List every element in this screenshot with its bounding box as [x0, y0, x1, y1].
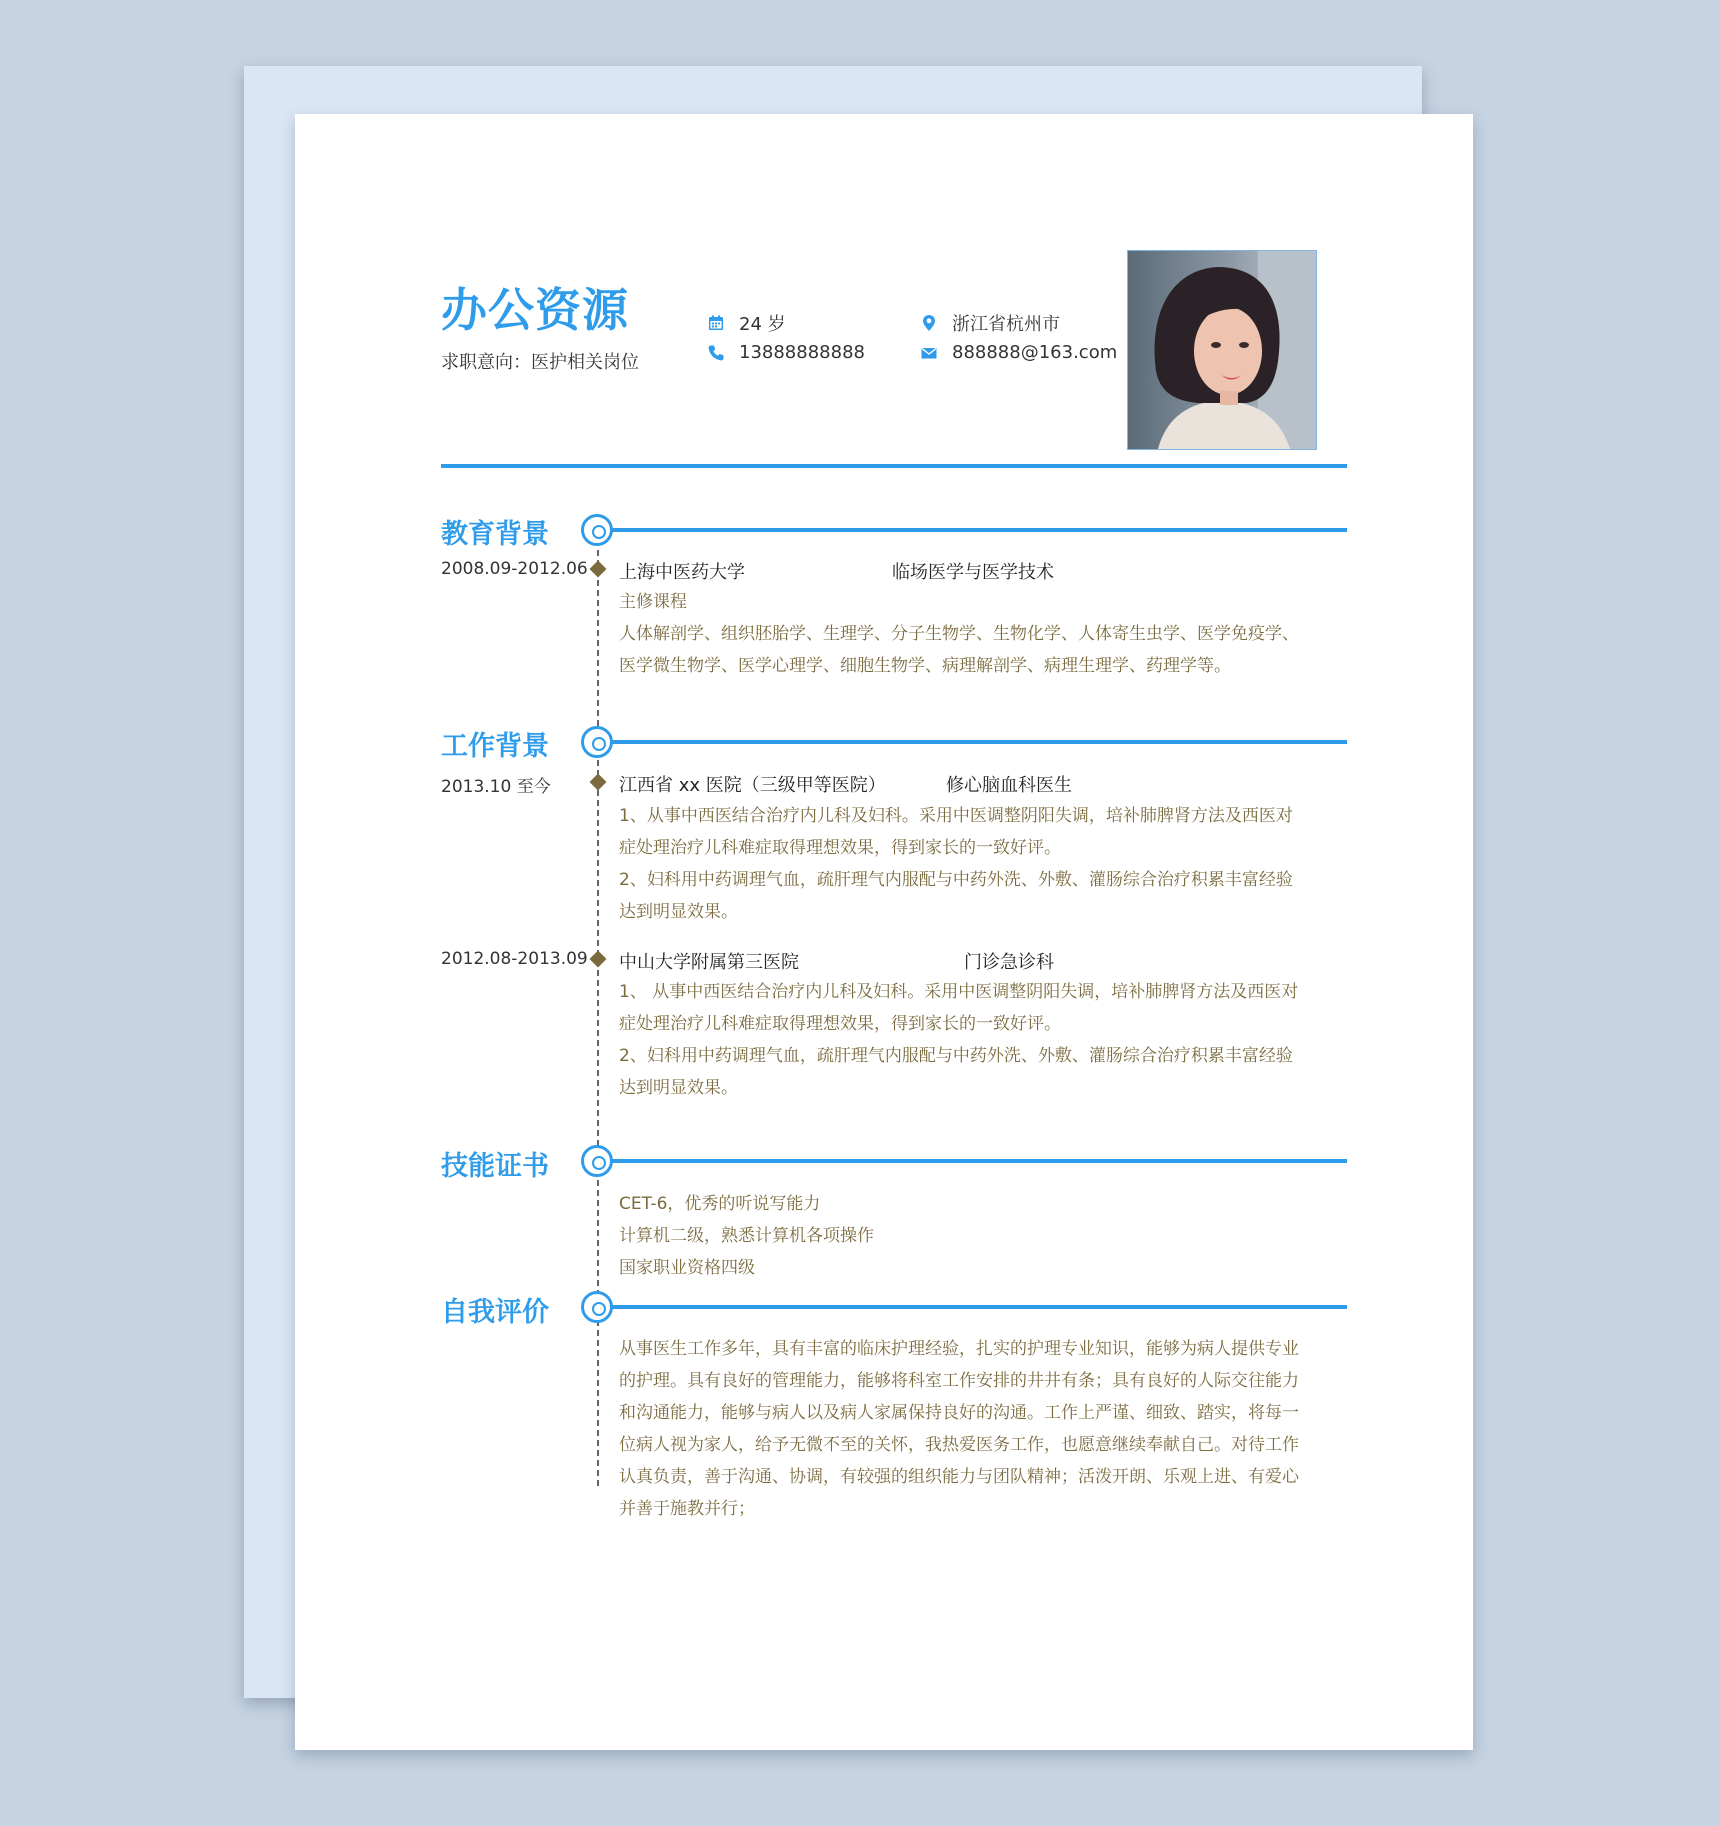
mail-icon	[920, 344, 938, 362]
section-rule-skills	[597, 1159, 1347, 1163]
timeline-dashed-line	[597, 550, 599, 1486]
resume-page	[295, 114, 1473, 1750]
work-line: 达到明显效果。	[619, 902, 738, 922]
candidate-name: 办公资源	[441, 283, 629, 337]
skill-item: CET-6，优秀的听说写能力	[619, 1194, 821, 1214]
timeline-diamond-icon	[590, 561, 607, 578]
timeline-diamond-icon	[590, 951, 607, 968]
section-node-icon	[581, 726, 613, 758]
section-rule-work	[597, 740, 1347, 744]
calendar-icon	[707, 314, 725, 332]
self-eval-line: 位病人视为家人，给予无微不至的关怀，我热爱医务工作，也愿意继续奉献自己。对待工作	[619, 1435, 1299, 1455]
education-major: 临场医学与医学技术	[892, 562, 1054, 583]
section-node-icon	[581, 514, 613, 546]
self-eval-text	[619, 1333, 1299, 1525]
work-line: 2、妇科用中药调理气血，疏肝理气内服配与中药外洗、外敷、灌肠综合治疗积累丰富经验	[619, 870, 1293, 890]
section-rule-self-eval	[597, 1305, 1347, 1309]
section-node-icon	[581, 1291, 613, 1323]
header-divider	[441, 464, 1347, 468]
skills-list	[619, 1188, 874, 1284]
self-eval-line: 和沟通能力，能够与病人以及病人家属保持良好的沟通。工作上严谨、细致、踏实，将每一	[619, 1403, 1299, 1423]
self-eval-line: 并善于施教并行；	[619, 1499, 755, 1519]
work-line: 2、妇科用中药调理气血，疏肝理气内服配与中药外洗、外敷、灌肠综合治疗积累丰富经验	[619, 1046, 1293, 1066]
age-info	[707, 310, 786, 336]
education-details	[619, 586, 1299, 682]
location-info	[920, 310, 1060, 336]
self-eval-line: 从事医生工作多年，具有丰富的临床护理经验，扎实的护理专业知识，能够为病人提供专业	[619, 1339, 1299, 1359]
education-date: 2008.09-2012.06	[441, 559, 588, 579]
work-role: 门诊急诊科	[964, 952, 1054, 973]
education-line: 人体解剖学、组织胚胎学、生理学、分子生物学、生物化学、人体寄生虫学、医学免疫学、	[619, 624, 1299, 644]
job-intent-label: 求职意向：	[441, 352, 531, 373]
work-details	[619, 800, 1293, 928]
location-pin-icon	[920, 314, 938, 332]
education-line: 主修课程	[619, 592, 687, 612]
work-line: 症处理治疗儿科难症取得理想效果，得到家长的一致好评。	[619, 1014, 1061, 1034]
phone-value: 13888888888	[739, 342, 865, 363]
work-details	[619, 976, 1298, 1104]
work-line: 1、 从事中西医结合治疗内儿科及妇科。采用中医调整阴阳失调，培补肺脾肾方法及西医对	[619, 982, 1299, 1002]
profile-photo	[1127, 250, 1317, 450]
timeline-diamond-icon	[590, 774, 607, 791]
location-value: 浙江省杭州市	[952, 314, 1060, 335]
email-info	[920, 342, 1117, 363]
education-line: 医学微生物学、医学心理学、细胞生物学、病理解剖学、病理生理学、药理学等。	[619, 656, 1231, 676]
work-line: 1、从事中西医结合治疗内儿科及妇科。采用中医调整阴阳失调，培补肺脾肾方法及西医对	[619, 806, 1293, 826]
self-eval-line: 的护理。具有良好的管理能力，能够将科室工作安排的井井有条；具有良好的人际交往能力	[619, 1371, 1299, 1391]
work-line: 症处理治疗儿科难症取得理想效果，得到家长的一致好评。	[619, 838, 1061, 858]
section-title-skills: 技能证书	[441, 1151, 549, 1182]
section-title-education: 教育背景	[441, 519, 549, 550]
email-value: 888888@163.com	[952, 342, 1118, 363]
section-title-work: 工作背景	[441, 731, 549, 762]
work-org: 江西省 xx 医院（三级甲等医院）	[619, 775, 886, 796]
section-title-self-eval: 自我评价	[441, 1297, 549, 1328]
work-org: 中山大学附属第三医院	[619, 952, 799, 973]
work-role: 修心脑血科医生	[946, 775, 1072, 796]
skill-item: 国家职业资格四级	[619, 1258, 755, 1278]
job-intent	[441, 348, 639, 374]
education-school: 上海中医药大学	[619, 562, 745, 583]
work-date: 2013.10 至今	[441, 777, 551, 797]
job-intent-value: 医护相关岗位	[531, 352, 639, 373]
age-value: 24 岁	[739, 314, 786, 335]
work-line: 达到明显效果。	[619, 1078, 738, 1098]
section-node-icon	[581, 1145, 613, 1177]
self-eval-line: 认真负责，善于沟通、协调，有较强的组织能力与团队精神；活泼开朗、乐观上进、有爱心	[619, 1467, 1299, 1487]
phone-icon	[707, 344, 725, 362]
skill-item: 计算机二级，熟悉计算机各项操作	[619, 1226, 874, 1246]
work-date: 2012.08-2013.09	[441, 949, 588, 969]
section-rule-education	[597, 528, 1347, 532]
phone-info	[707, 342, 865, 363]
